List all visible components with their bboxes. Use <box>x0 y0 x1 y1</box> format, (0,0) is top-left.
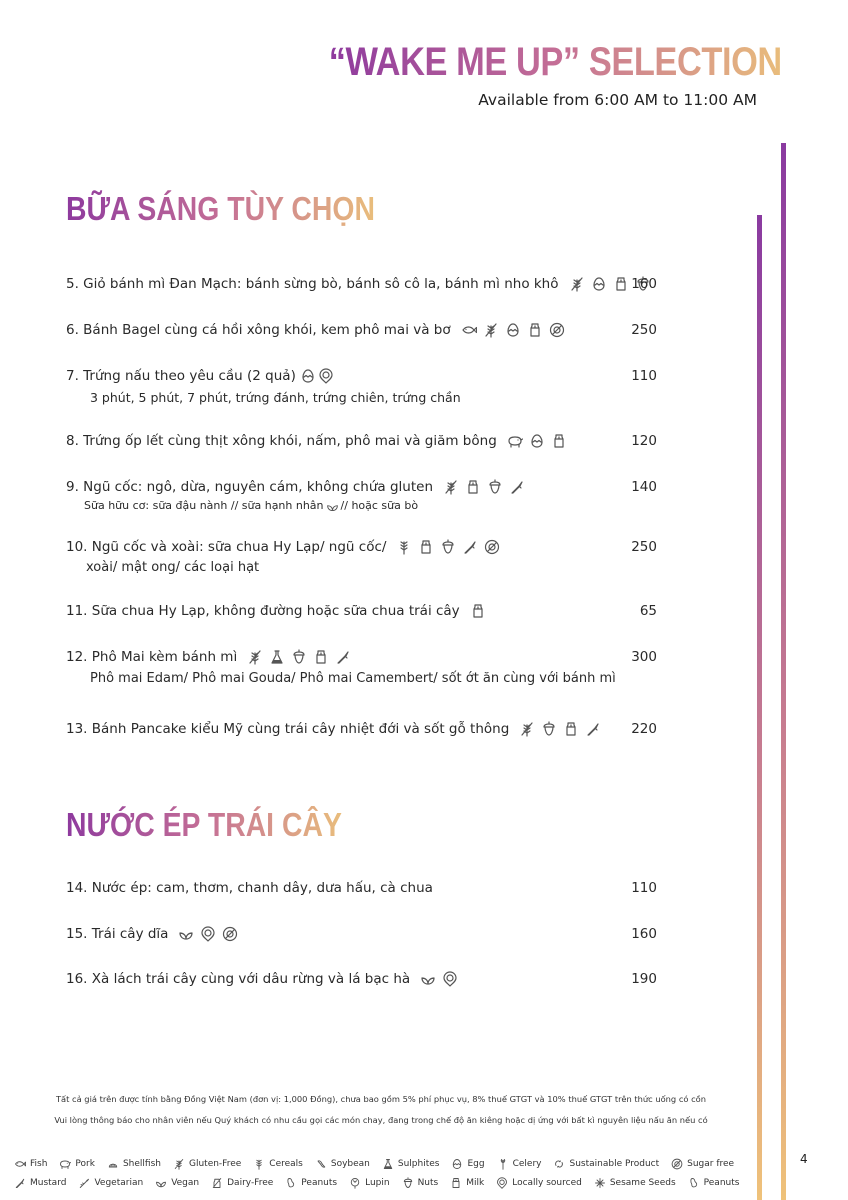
legend-entry <box>671 1158 734 1170</box>
menu-item <box>66 273 657 295</box>
sesame-seeds-icon <box>594 1177 606 1189</box>
pork-icon <box>59 1158 71 1170</box>
legend-label: Vegetarian <box>94 1178 144 1188</box>
locally-sourced-icon <box>200 926 216 942</box>
item-name: 11. Sữa chua Hy Lạp, không đường hoặc sữa chua trái cây <box>66 603 460 619</box>
milk-icon <box>563 721 579 737</box>
item-detail-text: // hoặc sữa bò <box>340 499 419 512</box>
gluten-free-icon <box>569 276 585 292</box>
vegan-icon <box>155 1177 167 1189</box>
celery-icon <box>497 1158 509 1170</box>
legend-label: Gluten-Free <box>188 1159 242 1169</box>
legend-label: Sugar free <box>687 1159 735 1169</box>
gluten-free-icon <box>247 649 263 665</box>
milk-icon <box>551 433 567 449</box>
allergen-legend-row <box>14 1177 751 1189</box>
nuts-icon <box>440 539 456 555</box>
fish-icon <box>461 322 477 338</box>
legend-entry <box>107 1158 161 1170</box>
page-title: “WAKE ME UP” SELECTION <box>328 40 782 84</box>
menu-item <box>66 877 657 899</box>
legend-label: Sulphites <box>397 1159 440 1169</box>
milk-icon <box>527 322 543 338</box>
lupin-icon <box>349 1177 361 1189</box>
egg-icon <box>529 433 545 449</box>
item-detail-text: Sữa hữu cơ: sữa đậu nành // sữa hạnh nhân <box>84 499 324 512</box>
legend-label: Mustard <box>30 1178 67 1188</box>
menu-item <box>66 319 657 341</box>
item-price: 220 <box>631 721 657 737</box>
gluten-free-icon <box>483 322 499 338</box>
item-name: 16. Xà lách trái cây cùng với dâu rừng và lá bạc hà <box>66 971 411 987</box>
peanuts-icon <box>688 1177 700 1189</box>
legend-entry <box>402 1177 439 1189</box>
milk-icon <box>450 1177 462 1189</box>
nuts-icon <box>291 649 307 665</box>
egg-icon <box>451 1158 463 1170</box>
item-price: 160 <box>631 926 657 942</box>
dietary-footnote: Vui lòng thông báo cho nhân viên nếu Quý khách có nhu cầu gọi các món chay, đang trong chế độ ăn kiêng hoặc dị ứng với bất kì nguyên liệu nấu ăn nếu có <box>54 1115 708 1125</box>
nuts-icon <box>487 479 503 495</box>
decorative-bar <box>757 215 762 1200</box>
mustard-icon <box>585 721 601 737</box>
section-title-breakfast: BỮA SÁNG TÙY CHỌN <box>66 190 375 227</box>
menu-item <box>66 923 657 945</box>
item-name: 5. Giỏ bánh mì Đan Mạch: bánh sừng bò, bánh sô cô la, bánh mì nho khô <box>66 276 559 292</box>
mustard-icon <box>462 539 478 555</box>
gluten-free-icon <box>173 1158 185 1170</box>
legend-label: Sesame Seeds <box>609 1178 676 1188</box>
peanuts-icon <box>285 1177 297 1189</box>
menu-item <box>66 646 657 690</box>
legend-label: Locally sourced <box>512 1178 582 1188</box>
legend-label: Egg <box>467 1159 485 1169</box>
legend-label: Vegan <box>171 1178 200 1188</box>
legend-entry <box>285 1177 337 1189</box>
sustainable-product-icon <box>553 1158 565 1170</box>
item-price: 190 <box>631 971 657 987</box>
item-price: 65 <box>639 603 657 619</box>
legend-entry <box>450 1177 484 1189</box>
item-detail <box>66 498 657 514</box>
item-price: 140 <box>631 479 657 495</box>
allergen-legend-row <box>14 1158 746 1170</box>
item-price: 250 <box>631 539 657 555</box>
legend-entry <box>14 1177 66 1189</box>
item-name: 13. Bánh Pancake kiểu Mỹ cùng trái cây nhiệt đới và sốt gỗ thông <box>66 721 510 737</box>
legend-label: Dairy-Free <box>227 1178 274 1188</box>
mustard-icon <box>509 479 525 495</box>
menu-item <box>66 536 657 578</box>
legend-label: Lupin <box>365 1178 390 1188</box>
sulphites-icon <box>382 1158 394 1170</box>
nuts-icon <box>541 721 557 737</box>
sugar-free-icon <box>671 1158 683 1170</box>
legend-entry <box>14 1158 47 1170</box>
legend-label: Pork <box>75 1159 95 1169</box>
cereals-icon <box>396 539 412 555</box>
legend-entry <box>315 1158 370 1170</box>
legend-entry <box>382 1158 440 1170</box>
price-footnote: Tất cả giá trên được tính bằng Đồng Việt Nam (đơn vị: 1,000 Đồng), chưa bao gồm 5% phí phục vụ, 8% thuế GTGT và 10% thuế GTGT trên thức uống có cồn <box>55 1094 706 1104</box>
legend-label: Shellfish <box>122 1159 161 1169</box>
milk-icon <box>613 276 629 292</box>
egg-icon <box>505 322 521 338</box>
item-detail: Phô mai Edam/ Phô mai Gouda/ Phô mai Camembert/ sốt ớt ăn cùng với bánh mì <box>90 671 616 686</box>
pork-icon <box>507 433 523 449</box>
item-name: 7. Trứng nấu theo yêu cầu (2 quả) <box>66 368 296 384</box>
legend-entry <box>155 1177 199 1189</box>
item-name: 15. Trái cây dĩa <box>66 926 169 942</box>
legend-entry <box>78 1177 143 1189</box>
egg-icon <box>300 368 316 384</box>
fish-icon <box>14 1158 26 1170</box>
page-number: 4 <box>800 1152 808 1166</box>
legend-entry <box>451 1158 484 1170</box>
item-name: 9. Ngũ cốc: ngô, dừa, nguyên cám, không chứa gluten <box>66 479 434 495</box>
soybean-icon <box>315 1158 327 1170</box>
vegan-icon <box>326 500 339 513</box>
legend-entry <box>594 1177 676 1189</box>
legend-label: Peanuts <box>703 1178 740 1188</box>
legend-entry <box>173 1158 241 1170</box>
legend-label: Celery <box>512 1159 542 1169</box>
legend-label: Sustainable Product <box>569 1159 660 1169</box>
item-name: 8. Trứng ốp lết cùng thịt xông khói, nấm, phô mai và giăm bông <box>66 433 497 449</box>
item-name: 10. Ngũ cốc và xoài: sữa chua Hy Lạp/ ngũ cốc/ <box>66 539 387 555</box>
legend-label: Cereals <box>269 1159 303 1169</box>
legend-entry <box>496 1177 582 1189</box>
item-name: 12. Phô Mai kèm bánh mì <box>66 649 238 665</box>
item-price: 300 <box>631 649 657 665</box>
menu-item <box>66 968 657 990</box>
gluten-free-icon <box>519 721 535 737</box>
legend-label: Nuts <box>417 1178 439 1188</box>
sulphites-icon <box>269 649 285 665</box>
item-price: 110 <box>631 880 657 896</box>
availability-hours: Available from 6:00 AM to 11:00 AM <box>478 91 757 109</box>
item-detail: 3 phút, 5 phút, 7 phút, trứng đánh, trứng chiên, trứng chần <box>90 390 461 405</box>
legend-entry <box>253 1158 303 1170</box>
legend-entry <box>211 1177 273 1189</box>
milk-icon <box>470 603 486 619</box>
mustard-icon <box>14 1177 26 1189</box>
menu-item <box>66 365 657 409</box>
legend-label: Soybean <box>330 1159 370 1169</box>
milk-icon <box>313 649 329 665</box>
nuts-icon <box>402 1177 414 1189</box>
milk-icon <box>418 539 434 555</box>
sugar-free-icon <box>484 539 500 555</box>
legend-label: Milk <box>466 1178 485 1188</box>
item-price: 160 <box>631 276 657 292</box>
section-title-juice: NƯỚC ÉP TRÁI CÂY <box>66 806 342 843</box>
item-detail: xoài/ mật ong/ các loại hạt <box>86 560 260 575</box>
sugar-free-icon <box>549 322 565 338</box>
legend-entry <box>553 1158 659 1170</box>
menu-item <box>66 718 657 740</box>
item-price: 250 <box>631 322 657 338</box>
vegan-icon <box>420 971 436 987</box>
sugar-free-icon <box>222 926 238 942</box>
item-name: 14. Nước ép: cam, thơm, chanh dây, dưa hấu, cà chua <box>66 880 433 896</box>
dairy-free-icon <box>211 1177 223 1189</box>
milk-icon <box>465 479 481 495</box>
egg-icon <box>591 276 607 292</box>
locally-sourced-icon <box>496 1177 508 1189</box>
locally-sourced-icon <box>442 971 458 987</box>
vegan-icon <box>178 926 194 942</box>
legend-entry <box>349 1177 389 1189</box>
item-name: 6. Bánh Bagel cùng cá hồi xông khói, kem phô mai và bơ <box>66 322 451 338</box>
menu-item <box>66 430 657 452</box>
gluten-free-icon <box>443 479 459 495</box>
item-price: 120 <box>631 433 657 449</box>
shellfish-icon <box>107 1158 119 1170</box>
legend-entry <box>688 1177 740 1189</box>
cereals-icon <box>253 1158 265 1170</box>
mustard-icon <box>335 649 351 665</box>
menu-item <box>66 600 657 622</box>
legend-entry <box>59 1158 95 1170</box>
legend-label: Peanuts <box>301 1178 338 1188</box>
item-price: 110 <box>631 368 657 384</box>
legend-label: Fish <box>30 1159 48 1169</box>
menu-item <box>66 476 657 514</box>
locally-sourced-icon <box>318 368 334 384</box>
vegetarian-icon <box>78 1177 90 1189</box>
legend-entry <box>497 1158 542 1170</box>
decorative-bar <box>781 143 786 1200</box>
